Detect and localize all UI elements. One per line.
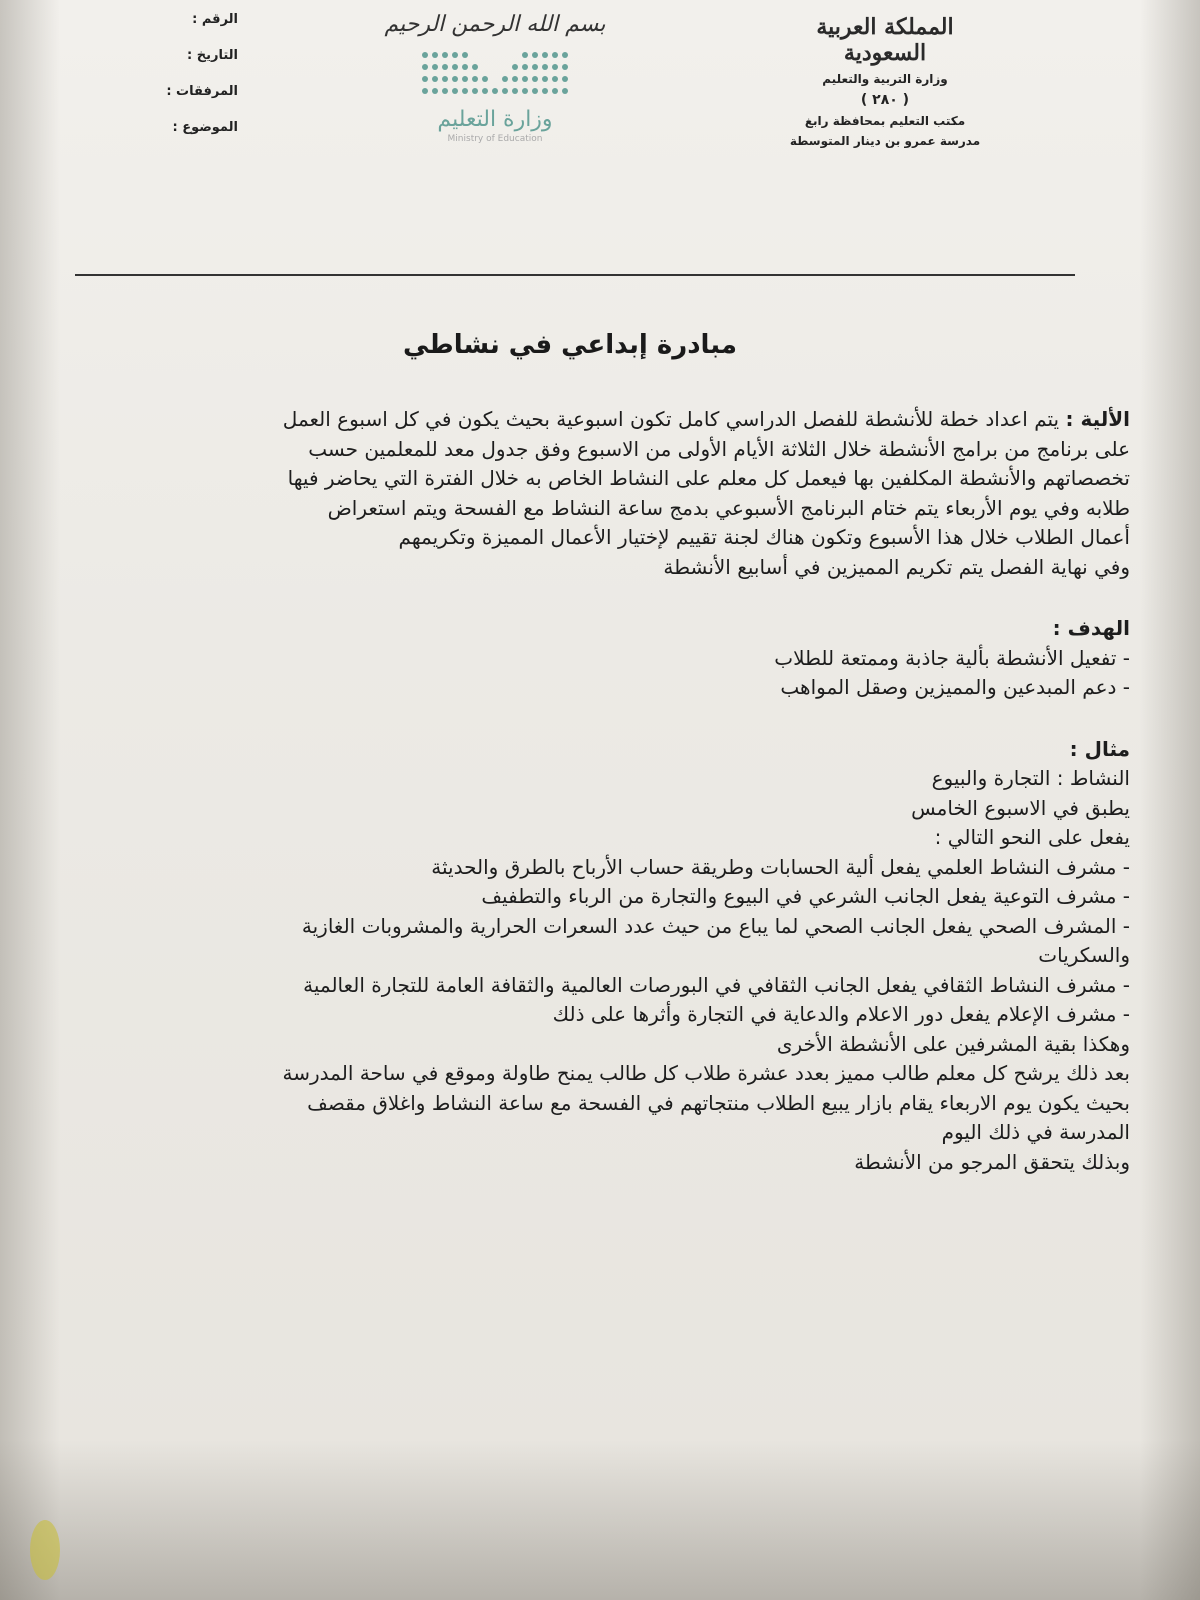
document-title: مبادرة إبداعي في نشاطي — [402, 330, 738, 360]
example-section — [55, 735, 1130, 1178]
example-line: - مشرف النشاط الثقافي يفعل الجانب الثقافي في البورصات العالمية والثقافة العامة للتجارة العالمية — [303, 972, 1130, 997]
mechanism-line: أعمال الطلاب خلال هذا الأسبوع وتكون هناك لجنة تقييم لإختيار الأعمال المميزة وتكريمهم — [398, 525, 1130, 549]
school-line: مدرسة عمرو بن دينار المتوسطة — [789, 134, 981, 148]
ministry-name-ar: وزارة التعليم — [437, 107, 553, 132]
mechanism-section — [55, 405, 1130, 582]
example-line: - مشرف التوعية يفعل الجانب الشرعي في البيوع والتجارة من الرباء والتطفيف — [481, 884, 1130, 908]
kingdom-title: المملكة العربية السعودية — [816, 14, 954, 66]
goal-item: - تفعيل الأنشطة بألية جاذبة وممتعة للطلاب — [774, 645, 1130, 670]
example-line: يفعل على النحو التالي : — [934, 825, 1130, 849]
example-line: بعد ذلك يرشح كل معلم طالب مميز بعدد عشرة طلاب كل طالب يمنح طاولة وموقع في ساحة المدرسة — [282, 1061, 1130, 1085]
goal-label: الهدف : — [1052, 616, 1130, 640]
ministry-line: وزارة التربية والتعليم — [822, 72, 948, 86]
example-line: والسكريات — [1038, 943, 1130, 967]
page-shadow-left — [0, 0, 60, 1600]
document-body — [55, 405, 1130, 1177]
example-line: - مشرف النشاط العلمي يفعل ألية الحسابات وطريقة حساب الأرباح بالطرق والحديثة — [431, 854, 1130, 879]
mechanism-line: طلابه وفي يوم الأربعاء يتم ختام البرنامج الأسبوعي بدمج ساعة النشاط مع الفسحة ويتم استعراض — [327, 495, 1130, 520]
mechanism-line — [55, 405, 1130, 435]
mechanism-line: تخصصاتهم والأنشطة المكلفين بها فيعمل كل معلم على النشاط الخاص به خلال الفترة التي يحاضر فيها — [287, 466, 1130, 490]
example-line: - مشرف الإعلام يفعل دور الاعلام والدعاية في التجارة وأثرها على ذلك — [552, 1002, 1130, 1026]
example-line: وبذلك يتحقق المرجو من الأنشطة — [854, 1149, 1130, 1174]
ministry-logo-icon — [415, 47, 575, 97]
example-line: - المشرف الصحي يفعل الجانب الصحي لما يباع من حيث عدد السعرات الحرارية والمشروبات الغازية — [301, 913, 1130, 938]
page-shadow-bottom — [0, 1440, 1200, 1600]
goal-section — [55, 614, 1130, 703]
example-line: بحيث يكون يوم الاربعاء يقام بازار يبيع الطلاب منتجاتهم في الفسحة مع ساعة النشاط واغلاق مقصف — [307, 1090, 1130, 1115]
header-right-block — [785, 14, 985, 148]
office-line: مكتب التعليم بمحافظة رابغ — [804, 114, 966, 128]
mechanism-line: وفي نهاية الفصل يتم تكريم المميزين في أسابيع الأنشطة — [663, 554, 1130, 579]
basmala: بسم الله الرحمن الرحيم — [384, 12, 606, 37]
example-label: مثال : — [1069, 736, 1130, 761]
stain-mark — [30, 1520, 60, 1580]
ministry-name-en: Ministry of Education — [447, 134, 543, 144]
header-center-block — [350, 12, 640, 144]
date-label: التاريخ : — [187, 48, 238, 63]
reference-number: ( ٢٨٠ ) — [860, 92, 910, 108]
subject-label: الموضوع : — [172, 120, 238, 135]
example-line: النشاط : التجارة والبيوع — [931, 766, 1130, 790]
mechanism-text: يتم اعداد خطة للأنشطة للفصل الدراسي كامل تكون اسبوعية بحيث يكون في كل اسبوع العمل — [282, 407, 1060, 431]
page-shadow-right — [1140, 0, 1200, 1600]
goal-item: - دعم المبدعين والمميزين وصقل المواهب — [780, 675, 1130, 699]
attachments-label: المرفقات : — [166, 84, 238, 99]
mechanism-line: على برنامج من برامج الأنشطة خلال الثلاثة الأيام الأولى من الاسبوع وفق جدول معد للمعلمين حسب — [308, 436, 1130, 461]
number-label: الرقم : — [192, 12, 238, 27]
header-left-block — [128, 12, 238, 156]
example-line: المدرسة في ذلك اليوم — [941, 1120, 1130, 1144]
mechanism-label: الألية : — [1065, 407, 1130, 431]
example-line: يطبق في الاسبوع الخامس — [911, 795, 1130, 820]
header-divider — [75, 274, 1075, 276]
example-line: وهكذا بقية المشرفين على الأنشطة الأخرى — [776, 1031, 1130, 1056]
